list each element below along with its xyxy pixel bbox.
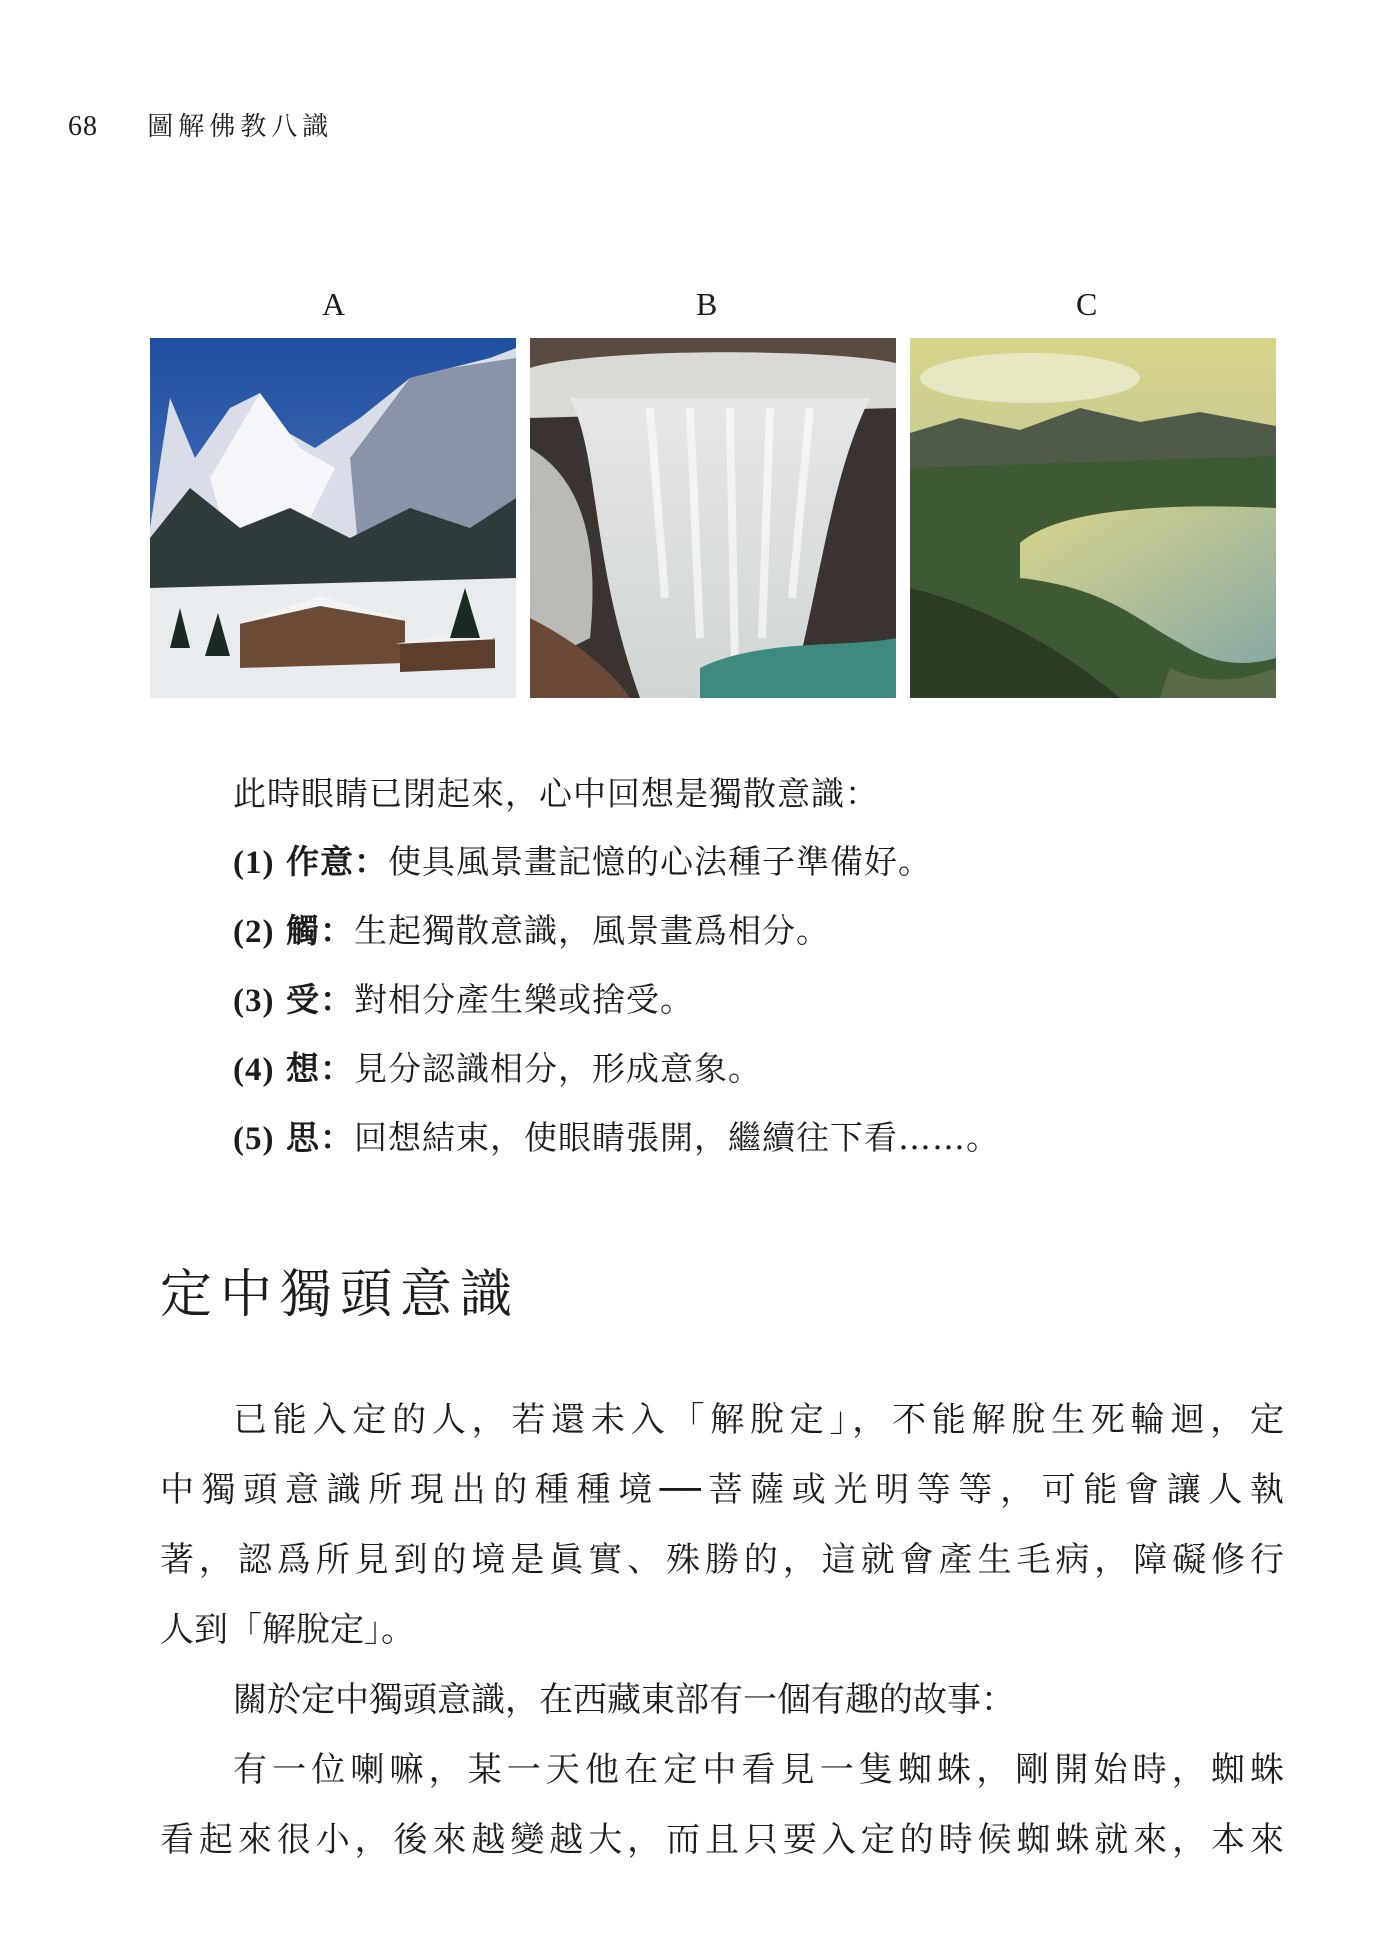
figure-label-b: B bbox=[696, 286, 718, 322]
valley-lake-photo bbox=[910, 338, 1276, 698]
body-line: 有一位喇嘛，某一天他在定中看見一隻蜘蛛，剛開始時，蜘蛛 bbox=[233, 1750, 1284, 1790]
body-line: 看起來很小，後來越變越大，而且只要入定的時候蜘蛛就來，本來 bbox=[160, 1820, 1284, 1860]
snowy-mountain-cabin-photo bbox=[150, 338, 516, 698]
page-number: 68 bbox=[68, 111, 98, 142]
body-line: 中獨頭意識所現出的種種境──菩薩或光明等等，可能會讓人執 bbox=[160, 1470, 1284, 1510]
body-line: 著，認爲所見到的境是眞實、殊勝的，這就會產生毛病，障礙修行 bbox=[160, 1540, 1284, 1580]
figure-label-c: C bbox=[1076, 286, 1098, 322]
body-line: 人到「解脫定」。 bbox=[160, 1610, 415, 1650]
waterfall-photo bbox=[530, 338, 896, 698]
body-line: 關於定中獨頭意識，在西藏東部有一個有趣的故事： bbox=[233, 1680, 1015, 1720]
list-item: (5) 思：回想結束，使眼睛張開，繼續往下看……。 bbox=[233, 1118, 1000, 1157]
list-item: (3) 受：對相分產生樂或捨受。 bbox=[233, 980, 694, 1019]
intro-text: 此時眼睛已閉起來，心中回想是獨散意識： bbox=[233, 774, 879, 813]
book-title: 圖解佛教八識 bbox=[147, 112, 334, 142]
section-heading: 定中獨頭意識 bbox=[160, 1265, 521, 1325]
list-item: (2) 觸：生起獨散意識，風景畫爲相分。 bbox=[233, 911, 830, 950]
running-header bbox=[68, 106, 333, 143]
figure-label-a: A bbox=[322, 286, 346, 322]
body-line: 已能入定的人，若還未入「解脫定」，不能解脫生死輪迴，定 bbox=[233, 1400, 1284, 1440]
list-item: (1) 作意：使具風景畫記憶的心法種子準備好。 bbox=[233, 842, 932, 881]
list-item: (4) 想：見分認識相分，形成意象。 bbox=[233, 1049, 762, 1088]
